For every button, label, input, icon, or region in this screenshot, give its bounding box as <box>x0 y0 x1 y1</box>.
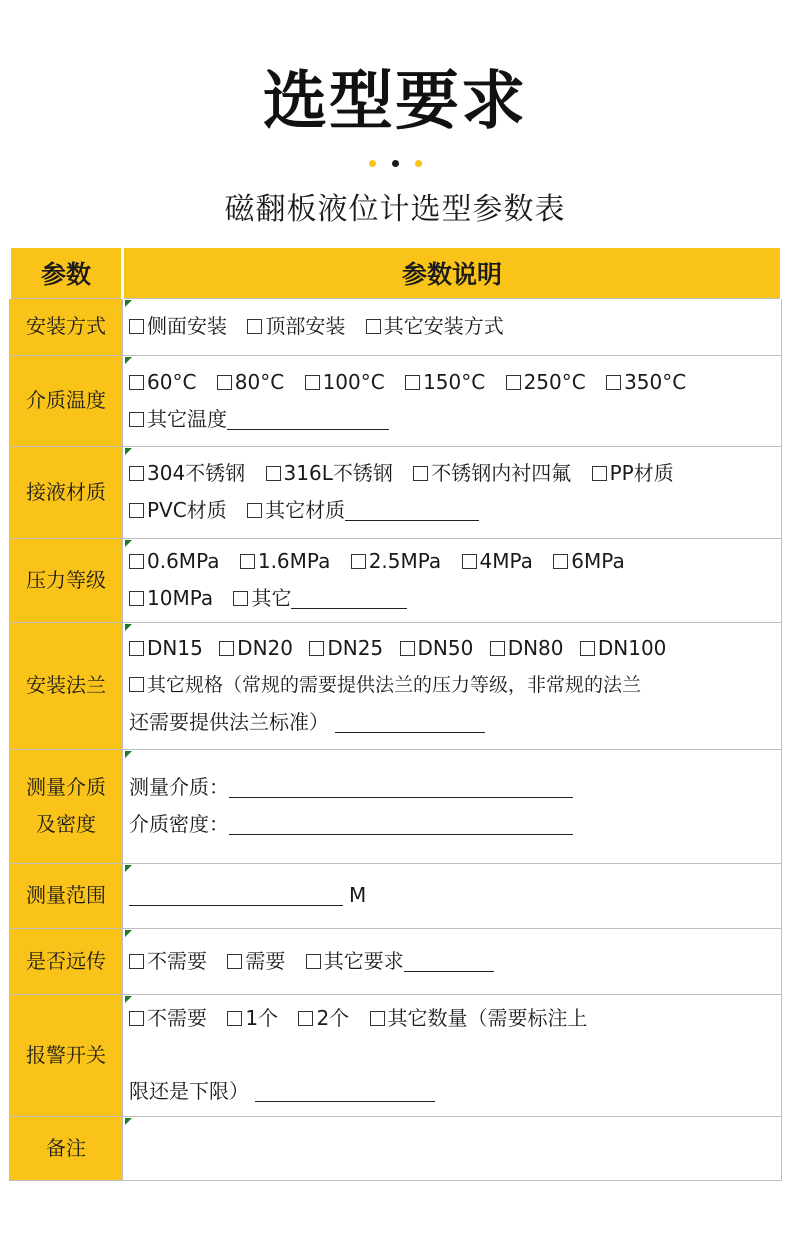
option-ptfe-lined[interactable]: 不锈钢内衬四氟 <box>413 455 571 492</box>
alarm-other-note: 限还是下限） <box>129 1079 249 1103</box>
checkbox[interactable] <box>580 641 595 656</box>
table-row-material <box>10 446 782 538</box>
checkbox[interactable] <box>266 466 281 481</box>
table-row-medium <box>10 749 782 863</box>
dot-icon <box>369 160 376 167</box>
option-temp-60[interactable]: 60°C <box>129 364 196 401</box>
option-pressure-2-5[interactable]: 2.5MPa <box>351 543 441 580</box>
table-row-pressure <box>10 538 782 622</box>
checkbox[interactable] <box>506 375 521 390</box>
checkbox[interactable] <box>129 412 144 427</box>
option-temp-80[interactable]: 80°C <box>217 364 284 401</box>
row-body-remote <box>123 928 782 994</box>
option-ss316l[interactable]: 316L不锈钢 <box>266 455 393 492</box>
option-temp-100[interactable]: 100°C <box>305 364 385 401</box>
title-dots-divider <box>0 153 790 163</box>
option-pressure-10[interactable]: 10MPa <box>129 580 213 617</box>
checkbox[interactable] <box>227 1011 242 1026</box>
checkbox[interactable] <box>247 319 262 334</box>
table-row-remote <box>10 928 782 994</box>
table-header-row <box>10 248 782 298</box>
page-title: 选型要求 <box>263 65 527 139</box>
option-alarm-one[interactable]: 1个 <box>227 1000 278 1037</box>
row-body-medium <box>123 749 782 863</box>
table-subtitle: 磁翻板液位计选型参数表 <box>224 192 566 227</box>
option-remote-yes[interactable]: 需要 <box>227 943 285 980</box>
option-side-mount[interactable]: 侧面安装 <box>129 308 227 345</box>
option-remote-no[interactable]: 不需要 <box>129 943 207 980</box>
checkbox[interactable] <box>217 375 232 390</box>
option-alarm-two[interactable]: 2个 <box>298 1000 349 1037</box>
option-ss304[interactable]: 304不锈钢 <box>129 455 245 492</box>
row-label-note: 备注 <box>10 1116 123 1180</box>
option-dn25[interactable]: DN25 <box>309 630 383 667</box>
row-body-temp <box>123 355 782 446</box>
option-material-other[interactable]: 其它材质 <box>247 492 479 529</box>
selection-parameter-table <box>8 248 783 1181</box>
checkbox[interactable] <box>247 503 262 518</box>
checkbox[interactable] <box>305 375 320 390</box>
row-body-flange <box>123 622 782 749</box>
option-dn20[interactable]: DN20 <box>219 630 293 667</box>
checkbox[interactable] <box>129 1011 144 1026</box>
option-other-mount[interactable]: 其它安装方式 <box>366 308 504 345</box>
range-unit: M <box>349 883 367 907</box>
checkbox[interactable] <box>219 641 234 656</box>
density-input-line[interactable] <box>229 813 573 835</box>
option-pressure-other[interactable]: 其它 <box>233 580 407 617</box>
fill-in-blank-line[interactable] <box>291 587 407 609</box>
checkbox[interactable] <box>553 554 568 569</box>
note-input-area[interactable] <box>123 1116 782 1180</box>
fill-in-blank-line[interactable] <box>404 950 494 972</box>
row-label-flange: 安装法兰 <box>10 622 123 749</box>
option-pressure-0-6[interactable]: 0.6MPa <box>129 543 219 580</box>
dot-icon <box>392 160 399 167</box>
row-label-mount: 安装方式 <box>10 298 123 355</box>
checkbox[interactable] <box>366 319 381 334</box>
checkbox[interactable] <box>129 375 144 390</box>
row-label-medium: 测量介质 及密度 <box>10 749 123 863</box>
option-pressure-4[interactable]: 4MPa <box>462 543 533 580</box>
checkbox[interactable] <box>129 641 144 656</box>
medium-field-label: 测量介质： <box>129 775 229 799</box>
medium-input-line[interactable] <box>229 776 573 798</box>
checkbox[interactable] <box>413 466 428 481</box>
fill-in-blank-line[interactable] <box>345 499 479 521</box>
table-row-range <box>10 863 782 928</box>
option-flange-other[interactable]: 其它规格（常规的需要提供法兰的压力等级，非常规的法兰 <box>129 667 775 704</box>
table-row-temp <box>10 355 782 446</box>
option-pvc[interactable]: PVC材质 <box>129 492 227 529</box>
checkbox[interactable] <box>129 677 144 692</box>
option-temp-350[interactable]: 350°C <box>606 364 686 401</box>
row-label-range: 测量范围 <box>10 863 123 928</box>
option-temp-other[interactable]: 其它温度 <box>129 401 389 438</box>
row-label-pressure: 压力等级 <box>10 538 123 622</box>
row-label-alarm: 报警开关 <box>10 994 123 1116</box>
checkbox[interactable] <box>129 466 144 481</box>
header-param: 参数 <box>10 248 123 298</box>
option-dn100[interactable]: DN100 <box>580 630 667 667</box>
fill-in-blank-line[interactable] <box>335 711 485 733</box>
checkbox[interactable] <box>405 375 420 390</box>
checkbox[interactable] <box>606 375 621 390</box>
checkbox[interactable] <box>462 554 477 569</box>
table-row-note <box>10 1116 782 1180</box>
option-top-mount[interactable]: 顶部安装 <box>247 308 345 345</box>
option-temp-250[interactable]: 250°C <box>506 364 586 401</box>
row-body-material <box>123 446 782 538</box>
checkbox[interactable] <box>306 954 321 969</box>
checkbox[interactable] <box>233 591 248 606</box>
checkbox[interactable] <box>129 554 144 569</box>
option-alarm-none[interactable]: 不需要 <box>129 1000 207 1037</box>
checkbox[interactable] <box>490 641 505 656</box>
checkbox[interactable] <box>370 1011 385 1026</box>
option-pressure-1-6[interactable]: 1.6MPa <box>240 543 330 580</box>
header-desc: 参数说明 <box>123 248 782 298</box>
table-row-mount <box>10 298 782 355</box>
checkbox[interactable] <box>309 641 324 656</box>
density-field-label: 介质密度： <box>129 812 229 836</box>
row-body-range <box>123 863 782 928</box>
range-input-line[interactable] <box>129 884 343 906</box>
checkbox[interactable] <box>298 1011 313 1026</box>
option-dn50[interactable]: DN50 <box>400 630 474 667</box>
option-dn80[interactable]: DN80 <box>490 630 564 667</box>
option-temp-150[interactable]: 150°C <box>405 364 485 401</box>
checkbox[interactable] <box>240 554 255 569</box>
row-body-mount <box>123 298 782 355</box>
fill-in-blank-line[interactable] <box>227 408 389 430</box>
row-label-temp: 介质温度 <box>10 355 123 446</box>
checkbox[interactable] <box>351 554 366 569</box>
checkbox[interactable] <box>129 954 144 969</box>
row-body-alarm <box>123 994 782 1116</box>
option-pressure-6[interactable]: 6MPa <box>553 543 624 580</box>
table-row-flange <box>10 622 782 749</box>
option-remote-other[interactable]: 其它要求 <box>306 943 494 980</box>
checkbox[interactable] <box>400 641 415 656</box>
checkbox[interactable] <box>592 466 607 481</box>
checkbox[interactable] <box>129 319 144 334</box>
table-row-alarm <box>10 994 782 1116</box>
row-label-material: 接液材质 <box>10 446 123 538</box>
option-dn15[interactable]: DN15 <box>129 630 203 667</box>
dot-icon <box>415 160 422 167</box>
row-body-pressure <box>123 538 782 622</box>
fill-in-blank-line[interactable] <box>255 1080 435 1102</box>
option-pp[interactable]: PP材质 <box>592 455 674 492</box>
row-label-remote: 是否远传 <box>10 928 123 994</box>
checkbox[interactable] <box>129 503 144 518</box>
flange-other-note: 还需要提供法兰标准） <box>129 710 329 734</box>
checkbox[interactable] <box>227 954 242 969</box>
checkbox[interactable] <box>129 591 144 606</box>
option-alarm-other[interactable]: 其它数量（需要标注上 <box>370 1000 588 1037</box>
